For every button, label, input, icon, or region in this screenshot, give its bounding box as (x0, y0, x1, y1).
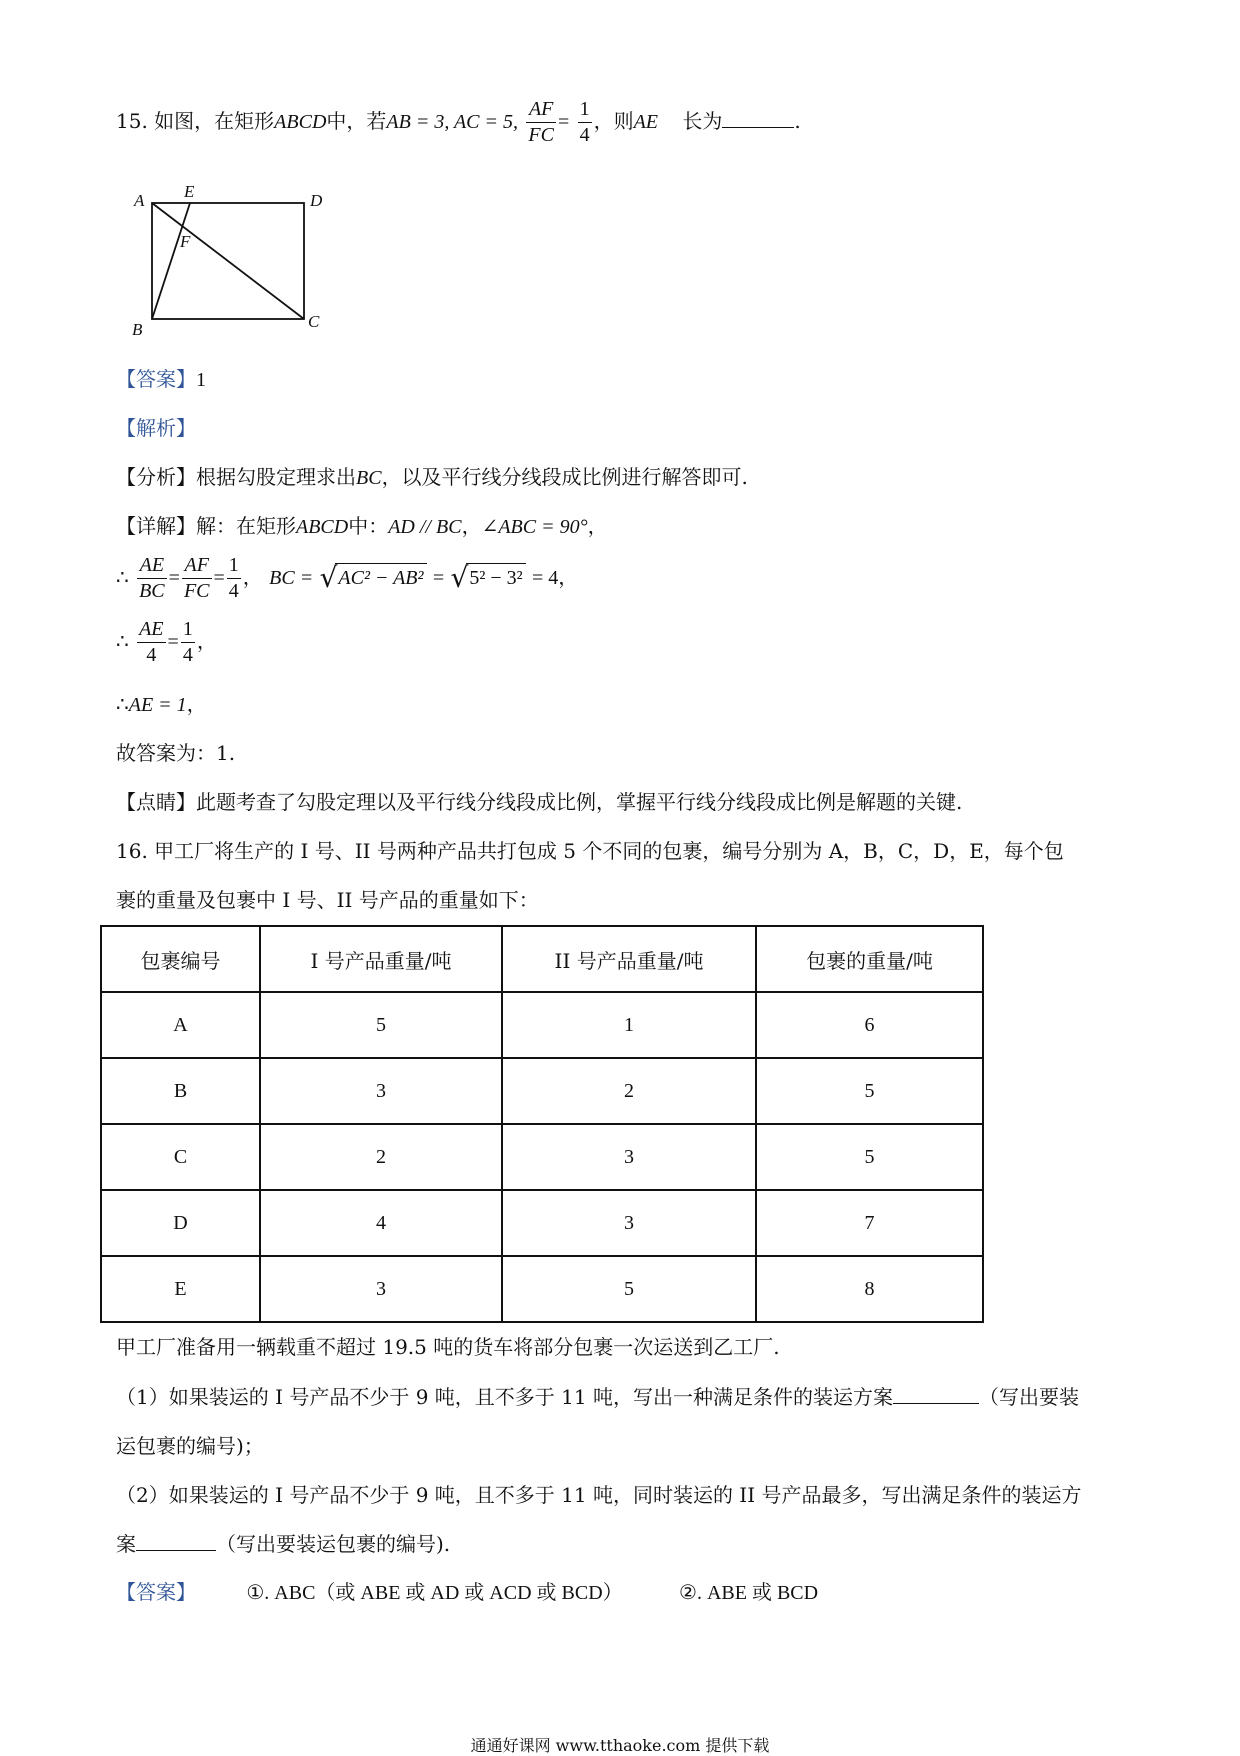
table-cell: 2 (260, 1124, 502, 1190)
table-cell: 3 (260, 1256, 502, 1322)
label-f: F (180, 232, 191, 251)
q15-stem: 15. 如图，在矩形ABCD中，若AB = 3, AC = 5, $\frac{AF}{FC}$ = $\frac{1}{4}$ ，则AE 长为 . (116, 98, 801, 146)
table-cell: 4 (260, 1190, 502, 1256)
table-row (101, 1256, 983, 1322)
q15-detail: 【详解】解：在矩形ABCD中：AD // BC，∠ABC = 90°， (116, 514, 608, 538)
label-d: D (310, 191, 323, 210)
table-cell: 3 (502, 1124, 756, 1190)
table-header-cell: II 号产品重量/吨 (502, 926, 756, 992)
q16-sub2-blank (136, 1532, 216, 1551)
table-row (101, 992, 983, 1058)
table-header-cell: 包裹的重量/吨 (756, 926, 983, 992)
table-header-cell: I 号产品重量/吨 (260, 926, 502, 992)
q16-answer: 【答案】 ①. ABC（或 ABE 或 AD 或 ACD 或 BCD） ②. ABE 或 BCD (116, 1580, 819, 1604)
table-cell: 2 (502, 1058, 756, 1124)
q15-comment: 【点睛】此题考查了勾股定理以及平行线分线段成比例，掌握平行线分线段成比例是解题的关键. (116, 790, 963, 814)
label-b: B (132, 320, 143, 339)
q16-sub2-cont: 案 （写出要装运包裹的编号). (116, 1532, 451, 1556)
table-cell: B (101, 1058, 260, 1124)
table-cell: C (101, 1124, 260, 1190)
table-cell: 5 (260, 992, 502, 1058)
table-cell: 8 (756, 1256, 983, 1322)
table-cell: 5 (756, 1124, 983, 1190)
table-row (101, 1124, 983, 1190)
sqrt-sign: √ (450, 561, 469, 594)
diagonal-ac (152, 203, 304, 319)
table-header-cell: 包裹编号 (101, 926, 260, 992)
q15-answer-blank (722, 109, 794, 128)
label-e: E (184, 182, 195, 201)
q16-sub1-blank (893, 1385, 979, 1404)
q16-stem-line1: 16. 甲工厂将生产的 I 号、II 号两种产品共打包成 5 个不同的包裹，编号分别为 A，B，C，D，E，每个包 (116, 839, 1064, 863)
table-cell: 7 (756, 1190, 983, 1256)
q15-step-ae-over-4: ∴ $\frac{AE}{4}$ = $\frac{1}{4}$ ， (116, 618, 217, 666)
table-cell: 1 (502, 992, 756, 1058)
table-cell: 5 (756, 1058, 983, 1124)
table-row (101, 1058, 983, 1124)
q16-stem-line2: 裹的重量及包裹中 I 号、II 号产品的重量如下： (116, 888, 539, 912)
table-cell: D (101, 1190, 260, 1256)
sqrt-sign: √ (319, 561, 338, 594)
q15-analysis-heading: 【解析】 (116, 416, 196, 440)
table-cell: A (101, 992, 260, 1058)
q15-step-result: ∴AE = 1， (116, 692, 207, 716)
af-over-fc: $\frac{AF}{FC}$ (528, 98, 554, 146)
q15-conclusion: 故答案为：1. (116, 741, 236, 765)
segment-be (152, 203, 190, 319)
table-cell: 3 (502, 1190, 756, 1256)
table-cell: E (101, 1256, 260, 1322)
table-cell: 6 (756, 992, 983, 1058)
q15-answer: 【答案】1 (116, 367, 206, 391)
rectangle-figure (120, 180, 360, 340)
q15-fenxi: 【分析】根据勾股定理求出BC，以及平行线分线段成比例进行解答即可. (116, 465, 748, 489)
q15-step-ratio: ∴ $\frac{AE}{BC}$ = $\frac{AF}{FC}$ = $\frac{1}{4}$ ， BC = √AC² − AB² = √5² − 3² = 4， (116, 554, 579, 602)
q16-sub2: （2）如果装运的 I 号产品不少于 9 吨，且不多于 11 吨，同时装运的 II 号产品最多，写出满足条件的装运方 (116, 1483, 1082, 1507)
table-header-row (101, 926, 983, 992)
label-c: C (308, 312, 320, 331)
label-a: A (134, 191, 145, 210)
table-row (101, 1190, 983, 1256)
one-quarter: $\frac{1}{4}$ (579, 98, 590, 146)
q16-truck-line: 甲工厂准备用一辆载重不超过 19.5 吨的货车将部分包裹一次运送到乙工厂. (116, 1335, 780, 1359)
q16-sub1: （1）如果装运的 I 号产品不少于 9 吨，且不多于 11 吨，写出一种满足条件的装运方案 （写出要装 (116, 1385, 1079, 1409)
page-footer: 通通好课网 www.tthaoke.com 提供下载 (470, 1736, 770, 1755)
package-table (100, 925, 984, 1323)
table-cell: 3 (260, 1058, 502, 1124)
table-cell: 5 (502, 1256, 756, 1322)
q15-number: 15. (116, 109, 148, 133)
q16-sub1-cont: 运包裹的编号)； (116, 1434, 264, 1458)
